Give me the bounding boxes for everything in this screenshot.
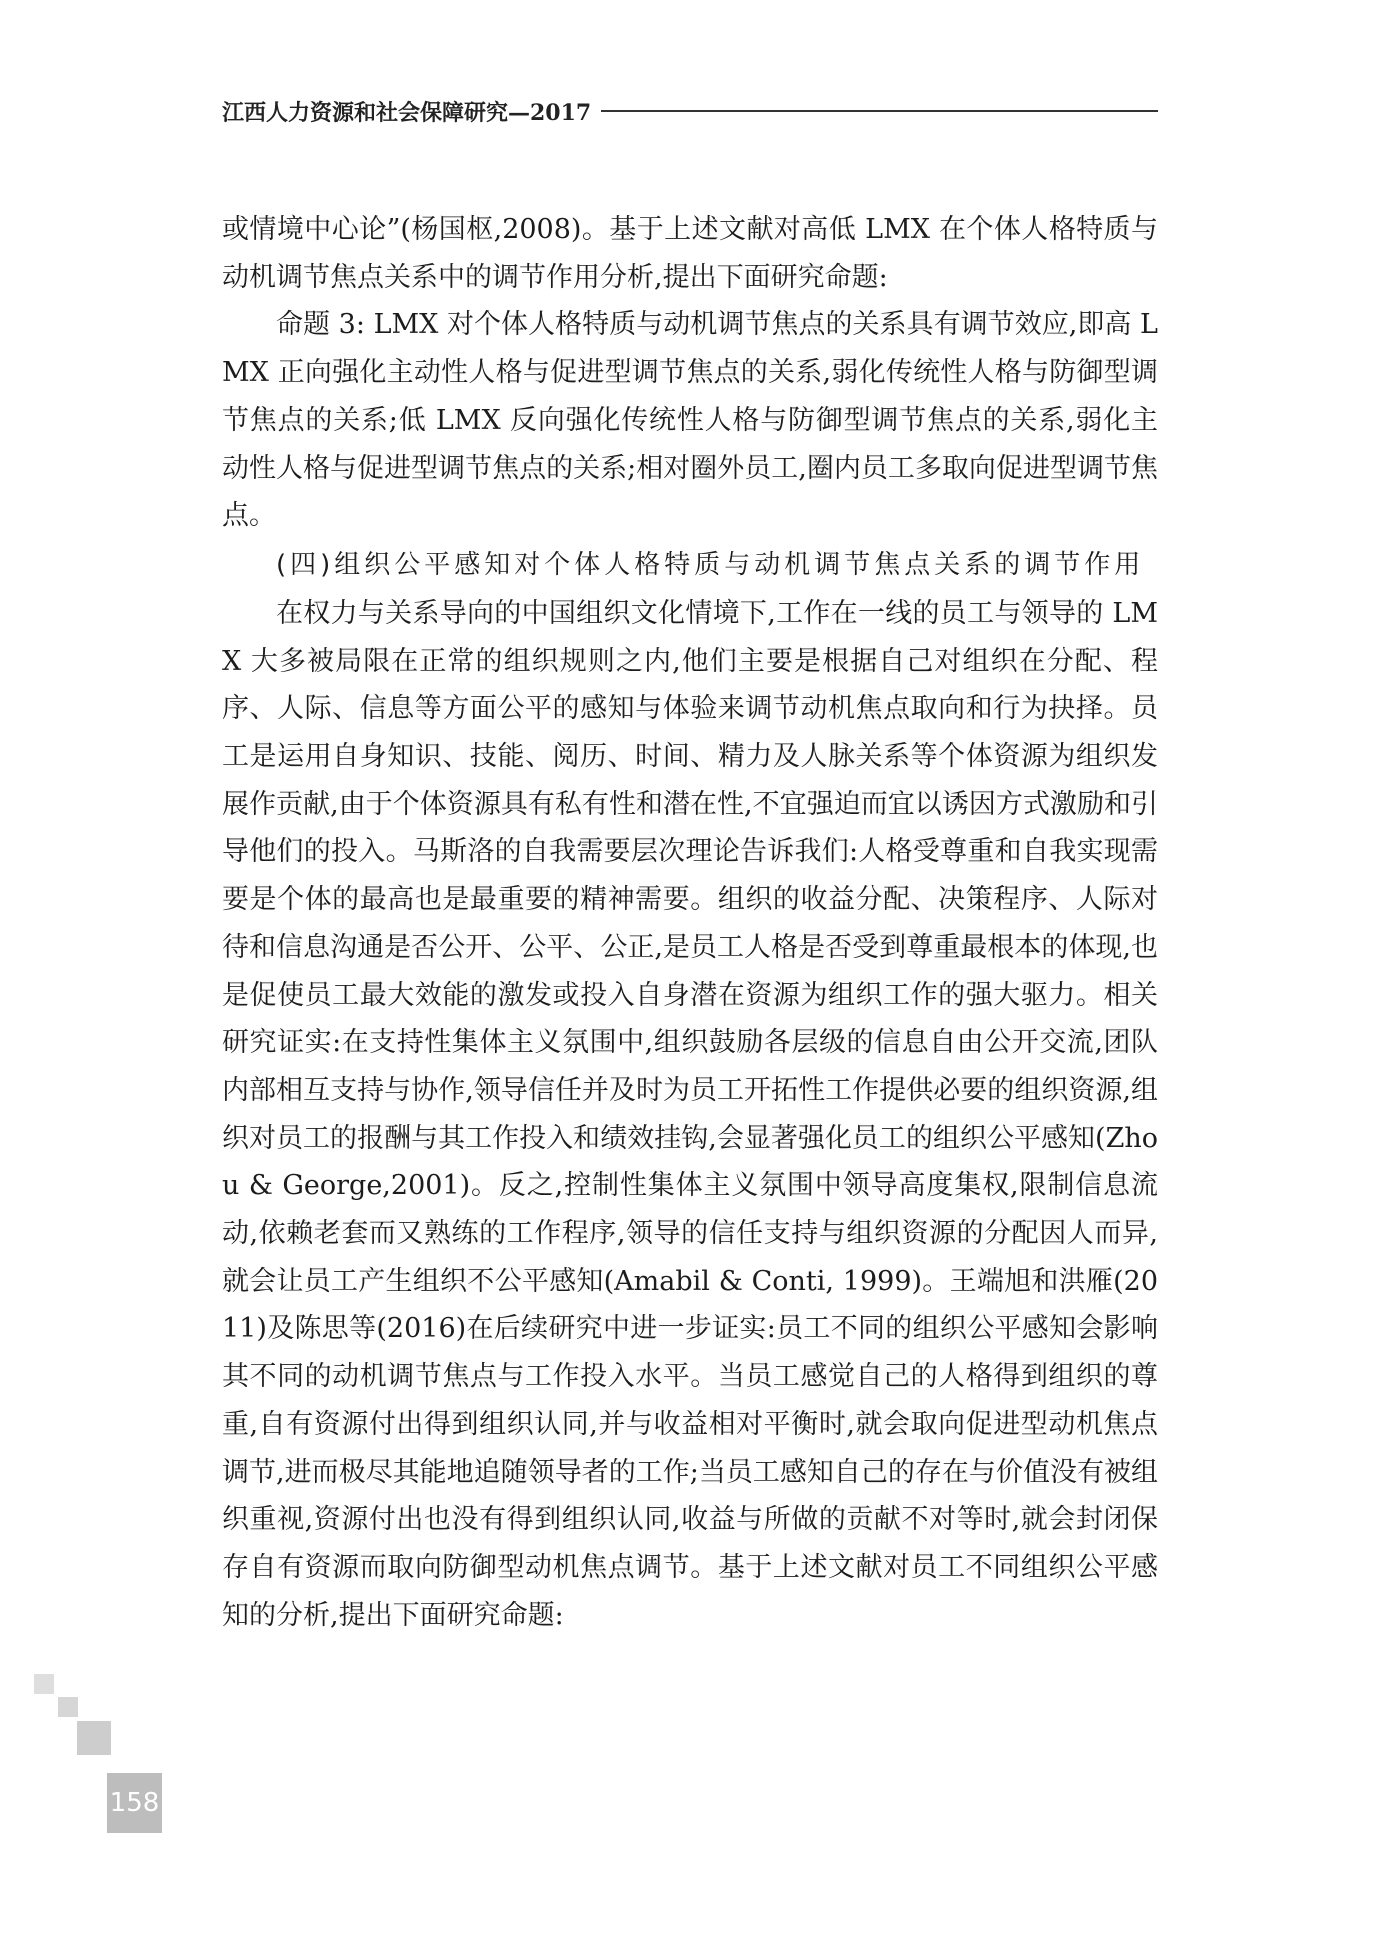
paragraph-body: 在权力与关系导向的中国组织文化情境下,工作在一线的员工与领导的 LMX 大多被局限在正常的组织规则之内,他们主要是根据自己对组织在分配、程序、人际、信息等方面公平的感知与体验来调节动机焦点取向和行为抉择。员工是运用自身知识、技能、阅历、时间、精力及人脉关系等个体资源为组织发展作贡献,由于个体资源具有私有性和潜在性,不宜强迫而宜以诱因方式激励和引导他们的投入。马斯洛的自我需要层次理论告诉我们:人格受尊重和自我实现需要是个体的最高也是最重要的精神需要。组织的收益分配、决策程序、人际对待和信息沟通是否公开、公平、公正,是员工人格是否受到尊重最根本的体现,也是促使员工最大效能的激发或投入自身潜在资源为组织工作的强大驱力。相关研究证实:在支持性集体主义氛围中,组织鼓励各层级的信息自由公开交流,团队内部相互支持与协作,领导信任并及时为员工开拓性工作提供必要的组织资源,组织对员工的报酬与其工作投入和绩效挂钩,会显著强化员工的组织公平感知(Zhou & George,2001)。反之,控制性集体主义氛围中领导高度集权,限制信息流动,依赖老套而又熟练的工作程序,领导的信任支持与组织资源的分配因人而异,就会让员工产生组织不公平感知(Amabil & Conti, 1999)。王端旭和洪雁(2011)及陈思等(2016)在后续研究中进一步证实:员工不同的组织公平感知会影响其不同的动机调节焦点与工作投入水平。当员工感觉自己的人格得到组织的尊重,自有资源付出得到组织认同,并与收益相对平衡时,就会取向促进型动机焦点调节,进而极尽其能地追随领导者的工作;当员工感知自己的存在与价值没有被组织重视,资源付出也没有得到组织认同,收益与所做的贡献不对等时,就会封闭保存自有资源而取向防御型动机焦点调节。基于上述文献对员工不同组织公平感知的分析,提出下面研究命题: [222,597,1158,1631]
page-number: 158 [109,1788,160,1818]
decorative-square [58,1697,78,1717]
proposition-3: 命题 3: LMX 对个体人格特质与动机调节焦点的关系具有调节效应,即高 LMX 正向强化主动性人格与促进型调节焦点的关系,弱化传统性人格与防御型调节焦点的关系;低 LMX 反向强化传统性人格与防御型调节焦点的关系,弱化主动性人格与促进型调节焦点的关系;相对圈外员工,圈内员工多取向促进型调节焦点。 [222,309,1158,532]
paragraph-continuation: 或情境中心论”(杨国枢,2008)。基于上述文献对高低 LMX 在个体人格特质与动机调节焦点关系中的调节作用分析,提出下面研究命题: [222,214,1158,293]
header-rule [601,110,1158,112]
decorative-square [34,1674,54,1694]
journal-title: 江西人力资源和社会保障研究—2017 [222,99,592,126]
page-number-box [107,1773,162,1833]
decorative-square [77,1721,111,1755]
section-heading: (四)组织公平感知对个体人格特质与动机调节焦点关系的调节作用 [276,549,1145,580]
running-header [222,96,1158,126]
main-text [222,206,1158,1639]
